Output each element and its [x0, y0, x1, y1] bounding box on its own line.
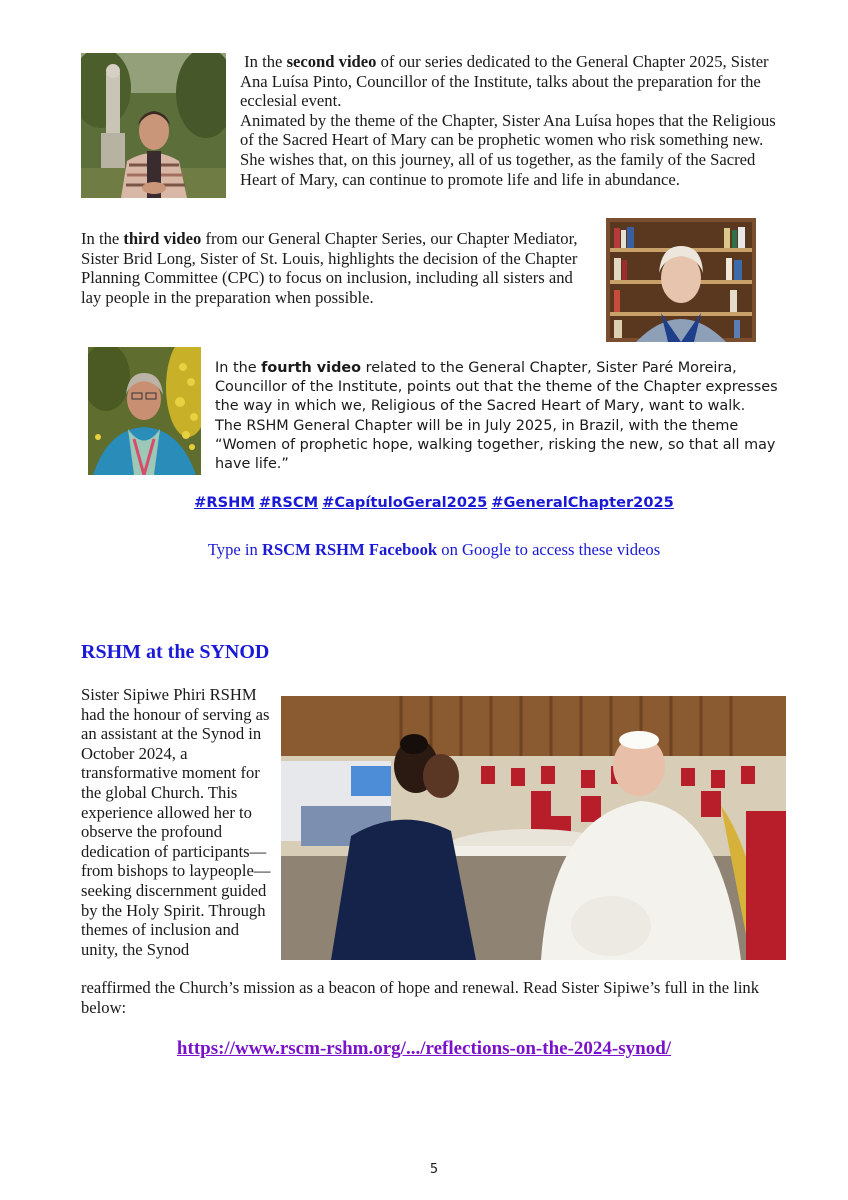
video3-bold: third video	[123, 229, 202, 248]
hashtag-rscm-link[interactable]: #RSCM	[258, 494, 319, 511]
photo-sister-brid-long	[606, 218, 756, 342]
video2-text: In the second video of our series dedicated to the General Chapter 2025, Sister Ana Luísa Pinto, Councillor of the Institute, talks about the preparation for the ecclesial event. Animated by the theme of the Chapter, Sister Ana Luísa hopes that the Religious of the Sacred Heart of Mary can be prophetic women who risk something new. She wishes that, on this journey, all of us together, as the family of the Sacred Heart of Mary, can continue to promote life and life in abundance.	[240, 52, 790, 189]
page-number: 5	[429, 1162, 439, 1177]
video4-bold: fourth video	[261, 360, 362, 376]
photo-synod-pope-meeting	[281, 696, 786, 960]
video4-text: In the fourth video related to the General Chapter, Sister Paré Moreira, Councillor of the Institute, points out that the theme of the Chapter expresses the way in which we, Religious of the Sacred Heart of Mary, want to walk. The RSHM General Chapter will be in July 2025, in Brazil, with the theme “Women of prophetic hope, walking together, risking the new, so that all may have life.”	[215, 359, 795, 474]
video2-paragraph2: Animated by the theme of the Chapter, Sister Ana Luísa hopes that the Religious of the Sacred Heart of Mary can be prophetic women who risk something new. She wishes that, on this journey, all of us together, as the family of the Sacred Heart of Mary, can continue to promote life and life in abundance.	[240, 110, 776, 189]
video3-text: In the third video from our General Chapter Series, our Chapter Mediator, Sister Brid Long, Sister of St. Louis, highlights the decision of the Chapter Planning Committee (CPC) to focus on inclusion, including all sisters and lay people in the preparation when possible.	[81, 229, 578, 307]
synod-body-narrow: Sister Sipiwe Phiri RSHM had the honour of serving as an assistant at the Synod in October 2024, a transformative moment for the global Church. This experience allowed her to observe the profound dedication of participants—from bishops to laypeople—seeking discernment guided by the Holy Spirit. Through themes of inclusion and unity, the Synod	[81, 685, 271, 959]
hashtags	[0, 494, 848, 512]
synod-body-wide: reaffirmed the Church’s mission as a beacon of hope and renewal. Read Sister Sipiwe’s full in the link below:	[81, 978, 760, 1017]
synod-heading: RSHM at the SYNOD	[81, 641, 270, 663]
hashtag-generalchapter2025-link[interactable]: #GeneralChapter2025	[491, 494, 674, 511]
synod-reflections-link[interactable]: https://www.rscm-rshm.org/.../reflections-on-the-2024-synod/	[176, 1038, 672, 1059]
photo-sister-ana-luisa	[81, 53, 226, 198]
hashtag-capitulogeral2025-link[interactable]: #CapítuloGeral2025	[322, 494, 488, 511]
synod-link-container	[0, 1037, 848, 1061]
video2-bold: second video	[286, 52, 377, 71]
hashtag-rshm-link[interactable]: #RSHM	[194, 494, 255, 511]
photo-sister-pare-moreira	[88, 347, 201, 475]
video4-paragraph2: The RSHM General Chapter will be in July 2025, in Brazil, with the theme “Women of prophetic hope, walking together, risking the new, so that all may have life.”	[215, 417, 776, 473]
access-note: Type in RSCM RSHM Facebook on Google to access these videos	[207, 540, 661, 559]
